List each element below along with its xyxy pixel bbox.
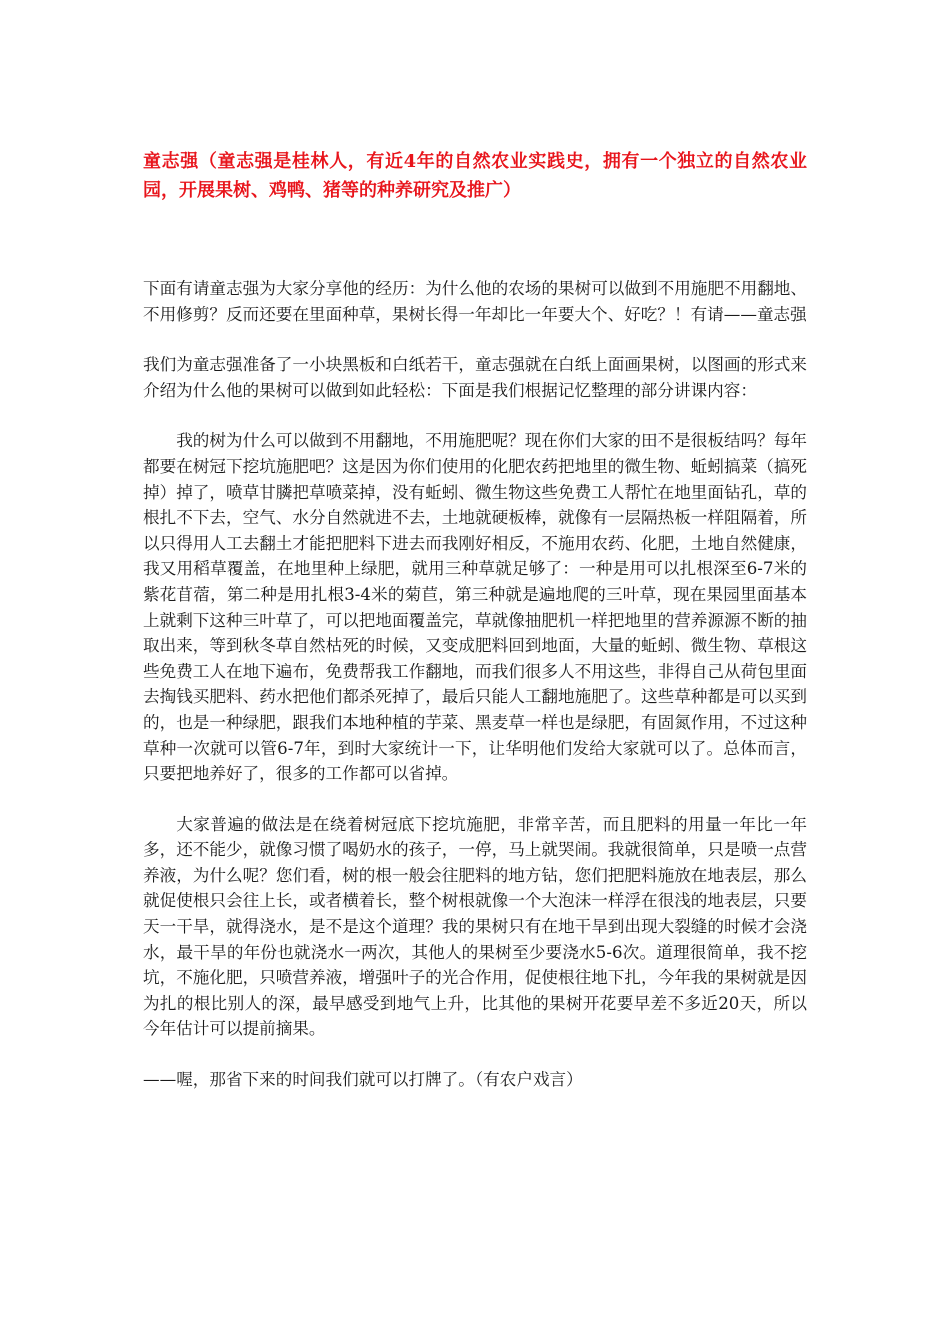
paragraph-no-tilling-no-fertilizing: 我的树为什么可以做到不用翻地，不用施肥呢？现在你们大家的田不是很板结吗？每年都要在树冠下挖坑施肥吧？这是因为你们使用的化肥农药把地里的微生物、蚯蚓搞菜（搞死掉）掉了，喷草甘膦把草喷菜掉，没有蚯蚓、微生物这些免费工人帮忙在地里面钻孔，草的根扎不下去，空气、水分自然就进不去，土地就硬板棒，就像有一层隔热板一样阻隔着，所以只得用人工去翻土才能把肥料下进去而我刚好相反，不施用农药、化肥，土地自然健康，我又用稻草覆盖，在地里种上绿肥，就用三种草就足够了：一种是用可以扎根深至6-7米的紫花苜蓿，第二种是用扎根3-4米的菊苣，第三种就是遍地爬的三叶草，现在果园里面基本上就剩下这种三叶草了，可以把地面覆盖完，草就像抽肥机一样把地里的营养源源不断的抽取出来，等到秋冬草自然枯死的时候，又变成肥料回到地面，大量的蚯蚓、微生物、草根这些免费工人在地下遍布，免费帮我工作翻地，而我们很多人不用这些，非得自己从荷包里面去掏钱买肥料、药水把他们都杀死掉了，最后只能人工翻地施肥了。这些草种都是可以买到的，也是一种绿肥，跟我们本地种植的芋菜、黑麦草一样也是绿肥，有固氮作用，不过这种草种一次就可以管6-7年，到时大家统计一下，让华明他们发给大家就可以了。总体而言，只要把地养好了，很多的工作都可以省掉。 [143, 431, 807, 784]
paragraph-introduction: 下面有请童志强为大家分享他的经历：为什么他的农场的果树可以做到不用施肥不用翻地、不用修剪？反而还要在里面种草，果树长得一年却比一年要大个、好吃？！有请——童志强 [143, 279, 807, 324]
paragraph-nutrient-spray: 大家普遍的做法是在绕着树冠底下挖坑施肥，非常辛苦，而且肥料的用量一年比一年多，还不能少，就像习惯了喝奶水的孩子，一停，马上就哭闹。我就很简单，只是喷一点营养液，为什么呢？您们看，树的根一般会往肥料的地方钻，您们把肥料施放在地表层，那么就促使根只会往上长，或者横着长，整个树根就像一个大泡沫一样浮在很浅的地表层，只要天一干旱，就得浇水，是不是这个道理？我的果树只有在地干旱到出现大裂缝的时候才会浇水，最干旱的年份也就浇水一两次，其他人的果树至少要浇水5-6次。道理很简单，我不挖坑，不施化肥，只喷营养液，增强叶子的光合作用，促使根往地下扎，今年我的果树就是因为扎的根比别人的深，最早感受到地气上升，比其他的果树开花要早差不多近20天，所以今年估计可以提前摘果。 [143, 814, 807, 1039]
paragraph-farmer-joke: ——喔，那省下来的时间我们就可以打牌了。（有农户戏言） [143, 1070, 583, 1090]
paragraph-preparation: 我们为童志强准备了一小块黑板和白纸若干，童志强就在白纸上面画果树，以图画的形式来介绍为什么他的果树可以做到如此轻松：下面是我们根据记忆整理的部分讲课内容： [143, 355, 807, 400]
document-content [143, 147, 807, 1093]
document-title: 童志强（童志强是桂林人，有近4年的自然农业实践史，拥有一个独立的自然农业园，开展果树、鸡鸭、猪等的种养研究及推广） [143, 151, 807, 201]
